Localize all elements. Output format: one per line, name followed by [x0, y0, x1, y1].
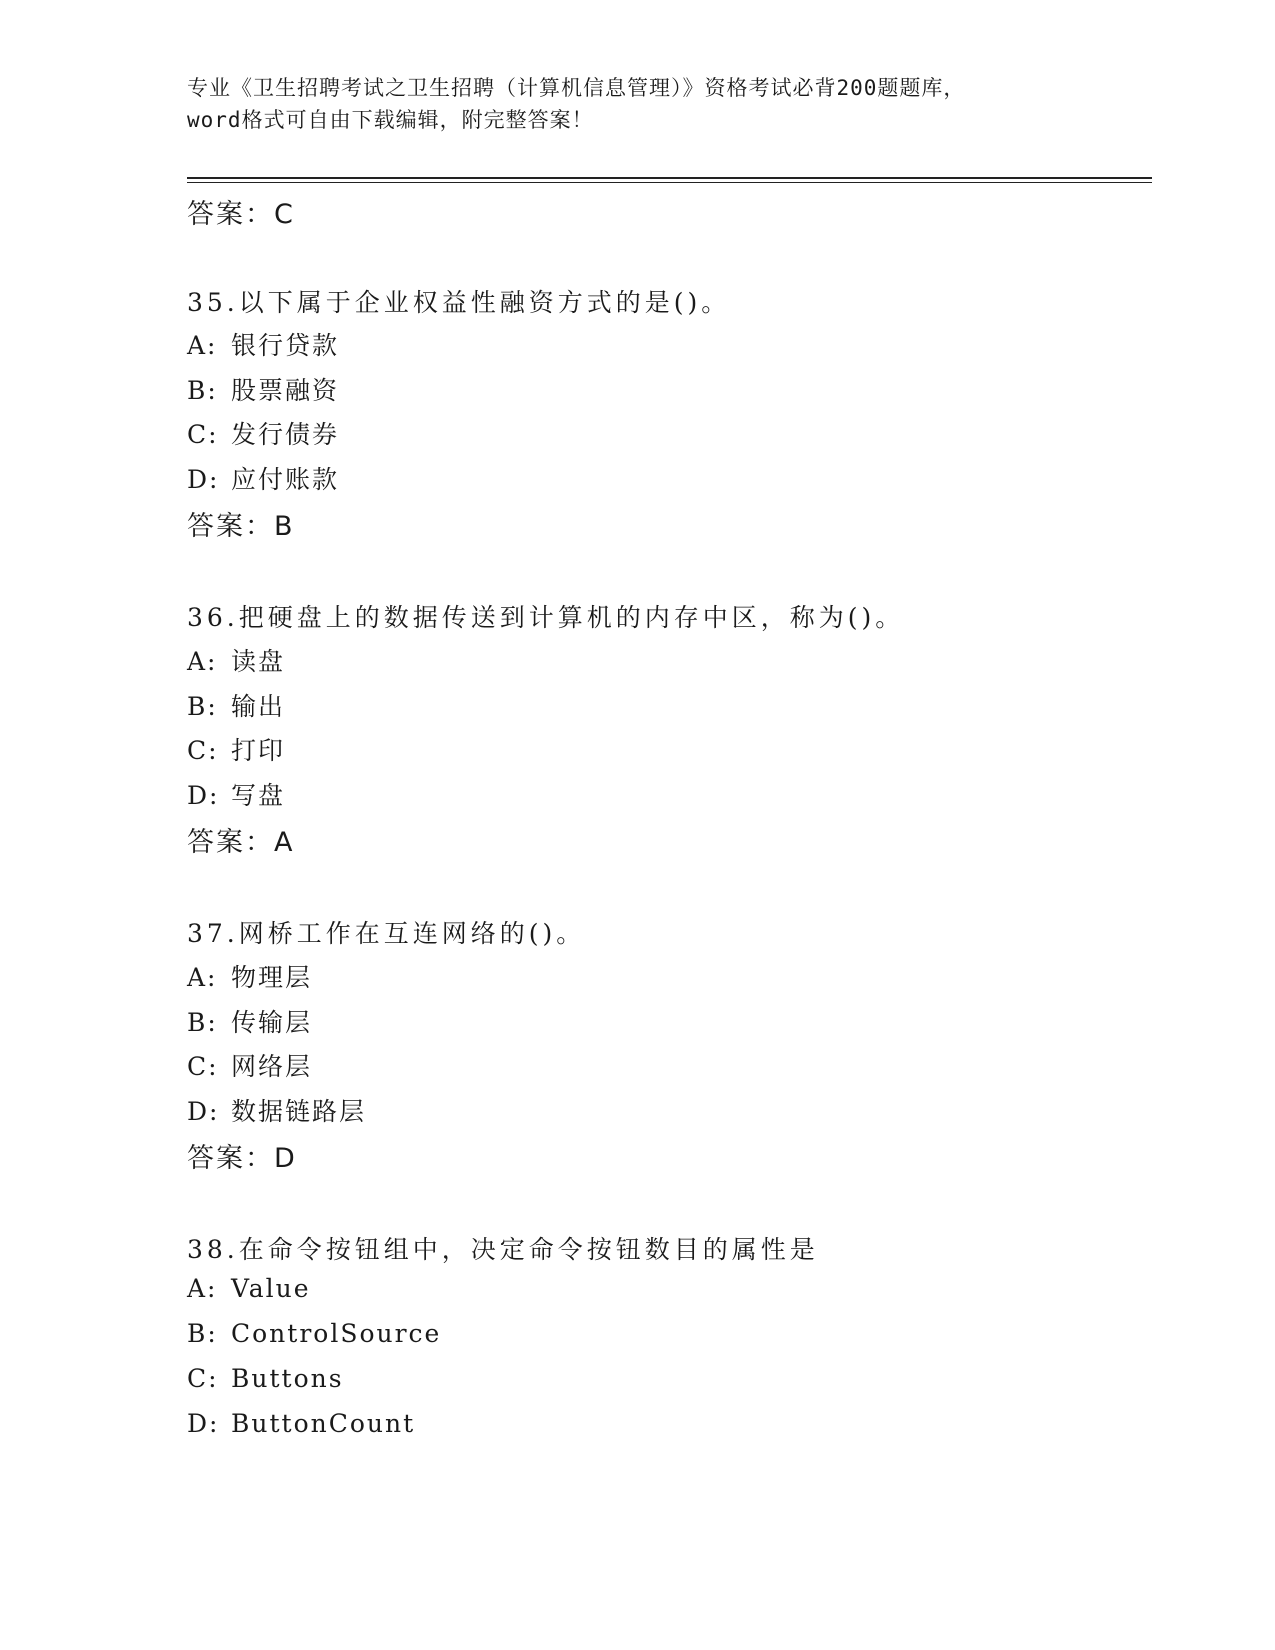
question-37-option-a: A: 物理层 — [187, 963, 313, 992]
question-37-answer: 答案：D — [187, 1143, 297, 1174]
document-header — [187, 72, 1087, 136]
question-35-answer: 答案：B — [187, 511, 295, 542]
question-35-option-a: A: 银行贷款 — [187, 331, 340, 360]
question-36-text: 36.把硬盘上的数据传送到计算机的内存中区，称为()。 — [187, 603, 905, 632]
question-35-option-c: C: 发行债券 — [187, 420, 340, 449]
question-36-answer: 答案：A — [187, 827, 295, 858]
question-35-option-b: B: 股票融资 — [187, 376, 340, 405]
question-38-text: 38.在命令按钮组中，决定命令按钮数目的属性是 — [187, 1235, 819, 1264]
question-36-option-c: C: 打印 — [187, 736, 286, 765]
question-38-option-b: B: ControlSource — [187, 1319, 442, 1348]
question-36-option-a: A: 读盘 — [187, 647, 286, 676]
previous-answer: 答案：C — [187, 199, 295, 230]
question-37-option-d: D: 数据链路层 — [187, 1097, 367, 1126]
header-line-1: 专业《卫生招聘考试之卫生招聘（计算机信息管理）》资格考试必背200题题库， — [187, 76, 966, 100]
question-36-option-d: D: 写盘 — [187, 781, 286, 810]
question-36-option-b: B: 输出 — [187, 692, 286, 721]
question-38-option-d: D: ButtonCount — [187, 1409, 416, 1438]
header-rule-thin — [187, 182, 1152, 183]
question-38-option-c: C: Buttons — [187, 1364, 344, 1393]
question-37-text: 37.网桥工作在互连网络的()。 — [187, 919, 586, 948]
question-35-text: 35.以下属于企业权益性融资方式的是()。 — [187, 288, 731, 317]
header-line-2: word格式可自由下载编辑，附完整答案！ — [187, 108, 594, 132]
question-37-option-b: B: 传输层 — [187, 1008, 313, 1037]
header-rule-thick — [187, 177, 1152, 179]
question-37-option-c: C: 网络层 — [187, 1052, 313, 1081]
question-35-option-d: D: 应付账款 — [187, 465, 340, 494]
question-38-option-a: A: Value — [187, 1274, 311, 1303]
